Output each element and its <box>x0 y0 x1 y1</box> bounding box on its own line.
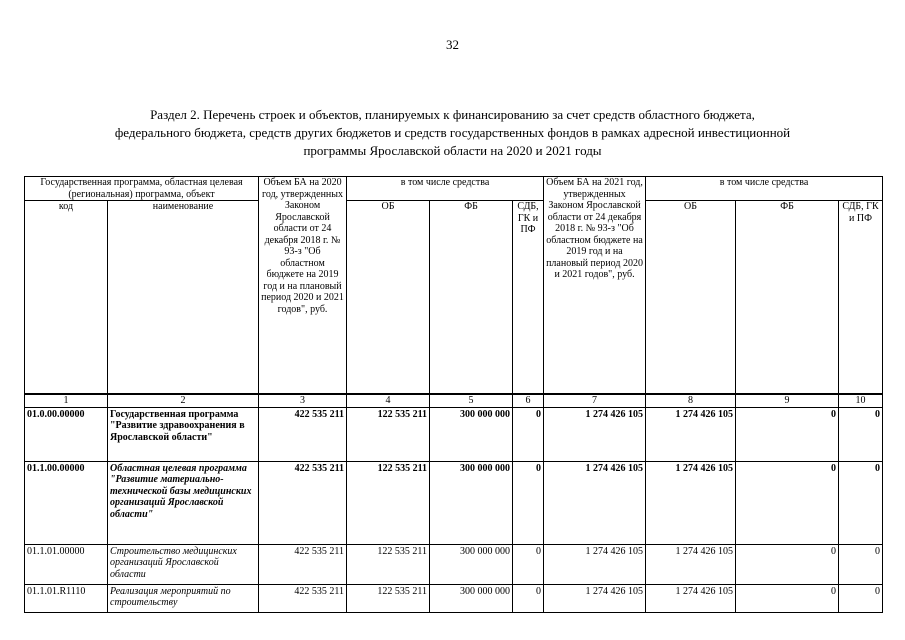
row-volume-2021: 1 274 426 105 <box>544 544 646 584</box>
header-row-1 <box>25 177 883 201</box>
column-index: 5 <box>430 394 513 408</box>
row-sdb-2020: 0 <box>513 584 544 612</box>
row-code: 01.0.00.00000 <box>25 407 108 461</box>
column-index: 6 <box>513 394 544 408</box>
header-ob-2020: ОБ <box>347 201 430 394</box>
header-program: Государственная программа, областная целевая (региональная) программа, объект <box>25 177 259 201</box>
table-row <box>25 584 883 612</box>
row-name: Областная целевая программа "Развитие материально-технической базы медицинских организаций Ярославской области" <box>108 461 259 544</box>
column-index: 9 <box>736 394 839 408</box>
column-index: 7 <box>544 394 646 408</box>
row-volume-2021: 1 274 426 105 <box>544 461 646 544</box>
table-row <box>25 461 883 544</box>
title-line-3: программы Ярославской области на 2020 и 2021 годы <box>303 143 602 158</box>
row-ob-2021: 1 274 426 105 <box>646 584 736 612</box>
row-volume-2020: 422 535 211 <box>259 461 347 544</box>
column-index: 4 <box>347 394 430 408</box>
header-volume-2020: Объем БА на 2020 год, утвержденных Законом Ярославской области от 24 декабря 2018 г. № 93-з "Об областном бюджете на 2019 год и на плановый период 2020 и 2021 годов", руб. <box>259 177 347 394</box>
column-index: 10 <box>839 394 883 408</box>
row-name: Строительство медицинских организаций Ярославской области <box>108 544 259 584</box>
row-fb-2020: 300 000 000 <box>430 407 513 461</box>
column-index-row <box>25 394 883 408</box>
row-ob-2020: 122 535 211 <box>347 584 430 612</box>
table-row <box>25 407 883 461</box>
row-fb-2021: 0 <box>736 544 839 584</box>
row-sdb-2021: 0 <box>839 544 883 584</box>
row-ob-2020: 122 535 211 <box>347 407 430 461</box>
header-code: код <box>25 201 108 394</box>
row-volume-2020: 422 535 211 <box>259 584 347 612</box>
table-row <box>25 544 883 584</box>
header-ob-2021: ОБ <box>646 201 736 394</box>
row-fb-2020: 300 000 000 <box>430 461 513 544</box>
column-index: 2 <box>108 394 259 408</box>
row-sdb-2020: 0 <box>513 544 544 584</box>
column-index: 1 <box>25 394 108 408</box>
row-ob-2021: 1 274 426 105 <box>646 461 736 544</box>
row-volume-2021: 1 274 426 105 <box>544 584 646 612</box>
page-number: 32 <box>446 37 459 52</box>
row-fb-2021: 0 <box>736 461 839 544</box>
title-line-1: Раздел 2. Перечень строек и объектов, планируемых к финансированию за счет средств областного бюджета, <box>150 107 755 122</box>
row-sdb-2021: 0 <box>839 461 883 544</box>
row-volume-2021: 1 274 426 105 <box>544 407 646 461</box>
header-sdb-2020: СДБ, ГК и ПФ <box>513 201 544 394</box>
row-sdb-2020: 0 <box>513 461 544 544</box>
row-ob-2020: 122 535 211 <box>347 461 430 544</box>
header-name: наименование <box>108 201 259 394</box>
row-code: 01.1.01.00000 <box>25 544 108 584</box>
row-volume-2020: 422 535 211 <box>259 544 347 584</box>
row-sdb-2021: 0 <box>839 584 883 612</box>
column-index: 3 <box>259 394 347 408</box>
row-code: 01.1.00.00000 <box>25 461 108 544</box>
header-fb-2020: ФБ <box>430 201 513 394</box>
header-row-2 <box>25 201 883 394</box>
row-ob-2021: 1 274 426 105 <box>646 544 736 584</box>
row-sdb-2020: 0 <box>513 407 544 461</box>
title-line-2: федерального бюджета, средств других бюджетов и средств государственных фондов в рамках адресной инвестиционной <box>114 125 791 140</box>
budget-table <box>24 176 883 613</box>
row-name: Государственная программа "Развитие здравоохранения в Ярославской области" <box>108 407 259 461</box>
row-ob-2021: 1 274 426 105 <box>646 407 736 461</box>
header-volume-2021: Объем БА на 2021 год, утвержденных Законом Ярославской области от 24 декабря 2018 г. № 93-з "Об областном бюджете на 2019 год и на плановый период 2020 и 2021 годов", руб. <box>544 177 646 394</box>
header-including-2021: в том числе средства <box>646 177 883 201</box>
column-index: 8 <box>646 394 736 408</box>
header-sdb-2021: СДБ, ГК и ПФ <box>839 201 883 394</box>
header-fb-2021: ФБ <box>736 201 839 394</box>
row-fb-2020: 300 000 000 <box>430 584 513 612</box>
row-name: Реализация мероприятий по строительству <box>108 584 259 612</box>
row-sdb-2021: 0 <box>839 407 883 461</box>
row-ob-2020: 122 535 211 <box>347 544 430 584</box>
row-fb-2021: 0 <box>736 407 839 461</box>
row-fb-2020: 300 000 000 <box>430 544 513 584</box>
row-volume-2020: 422 535 211 <box>259 407 347 461</box>
row-fb-2021: 0 <box>736 584 839 612</box>
row-code: 01.1.01.R1110 <box>25 584 108 612</box>
section-title <box>60 106 845 160</box>
header-including-2020: в том числе средства <box>347 177 544 201</box>
